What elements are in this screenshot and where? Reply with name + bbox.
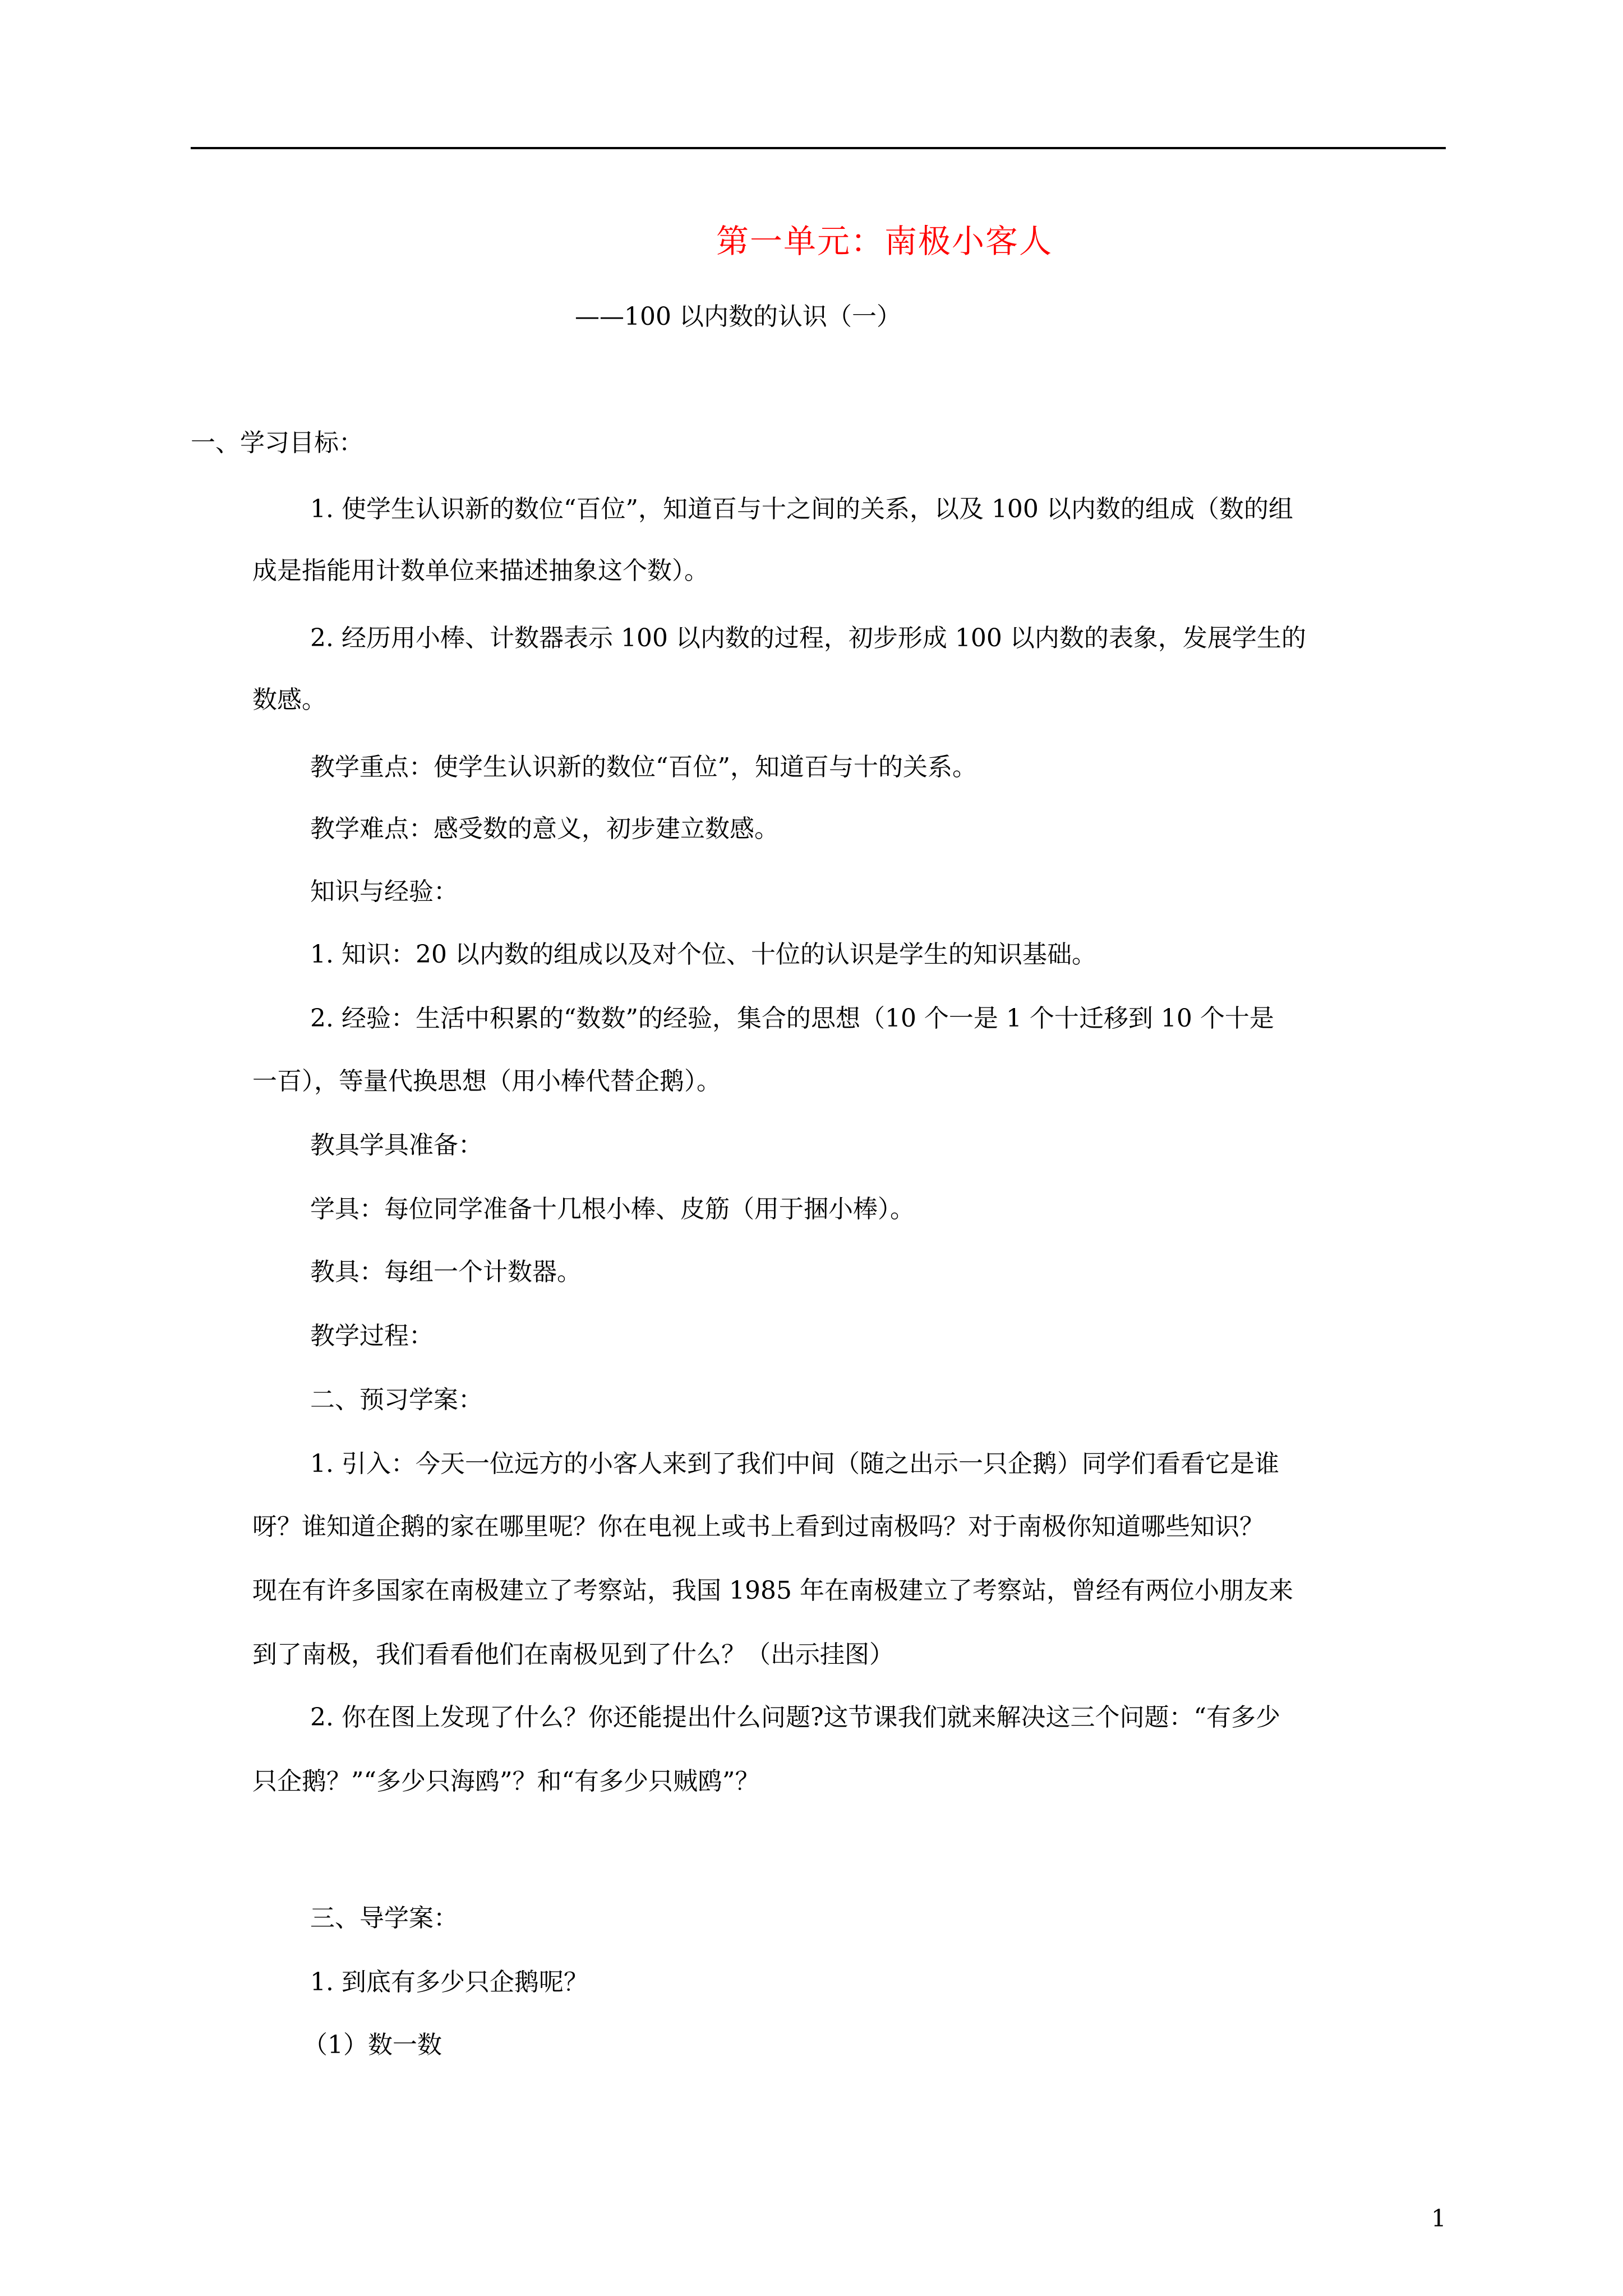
- paragraph-line: 教具：每组一个计数器。: [310, 1258, 582, 1286]
- section-heading-preview: 二、预习学案：: [310, 1386, 483, 1414]
- section-heading-goals: 一、学习目标：: [191, 429, 363, 457]
- paragraph-line: 教学过程：: [310, 1322, 434, 1350]
- paragraph-line: 只企鹅？”“多少只海鸥”？和“有多少只贼鸥”？: [252, 1767, 760, 1796]
- paragraph-line: 2. 经验：生活中积累的“数数”的经验，集合的思想（10 个一是 1 个十迁移到 10 个十是: [310, 1004, 1274, 1033]
- section-heading-guide: 三、导学案：: [310, 1904, 458, 1932]
- paragraph-line: 现在有许多国家在南极建立了考察站，我国 1985 年在南极建立了考察站，曾经有两位小朋友来: [252, 1576, 1293, 1605]
- paragraph-line: 成是指能用计数单位来描述抽象这个数）。: [252, 556, 709, 585]
- paragraph-line: 知识与经验：: [310, 877, 458, 906]
- paragraph-line: 1. 到底有多少只企鹅呢？: [310, 1968, 588, 1996]
- paragraph-line: 学具：每位同学准备十几根小棒、皮筋（用于捆小棒）。: [310, 1195, 915, 1223]
- paragraph-line: 教具学具准备：: [310, 1131, 483, 1159]
- paragraph-line: （1）数一数: [303, 2031, 442, 2059]
- paragraph-line: 到了南极，我们看看他们在南极见到了什么？（出示挂图）: [252, 1640, 894, 1669]
- paragraph-line: 教学难点：感受数的意义，初步建立数感。: [310, 815, 779, 843]
- header-rule: [191, 147, 1446, 149]
- page-number: 1: [1431, 2205, 1446, 2232]
- document-subtitle: ——100 以内数的认识（一）: [575, 302, 901, 331]
- paragraph-line: 一百），等量代换思想（用小棒代替企鹅）。: [252, 1067, 721, 1096]
- document-title: 第一单元：南极小客人: [716, 222, 1053, 260]
- paragraph-line: 2. 你在图上发现了什么？你还能提出什么问题?这节课我们就来解决这三个问题：“有多少: [310, 1703, 1281, 1732]
- paragraph-line: 教学重点：使学生认识新的数位“百位”，知道百与十的关系。: [310, 753, 977, 781]
- paragraph-line: 呀？谁知道企鹅的家在哪里呢？你在电视上或书上看到过南极吗？对于南极你知道哪些知识？: [252, 1512, 1264, 1541]
- paragraph-line: 1. 使学生认识新的数位“百位”，知道百与十之间的关系，以及 100 以内数的组成（数的组: [310, 495, 1293, 523]
- paragraph-line: 2. 经历用小棒、计数器表示 100 以内数的过程，初步形成 100 以内数的表象，发展学生的: [310, 624, 1306, 652]
- paragraph-line: 1. 引入：今天一位远方的小客人来到了我们中间（随之出示一只企鹅）同学们看看它是谁: [310, 1450, 1279, 1478]
- paragraph-line: 数感。: [252, 685, 326, 714]
- paragraph-line: 1. 知识：20 以内数的组成以及对个位、十位的认识是学生的知识基础。: [310, 940, 1096, 969]
